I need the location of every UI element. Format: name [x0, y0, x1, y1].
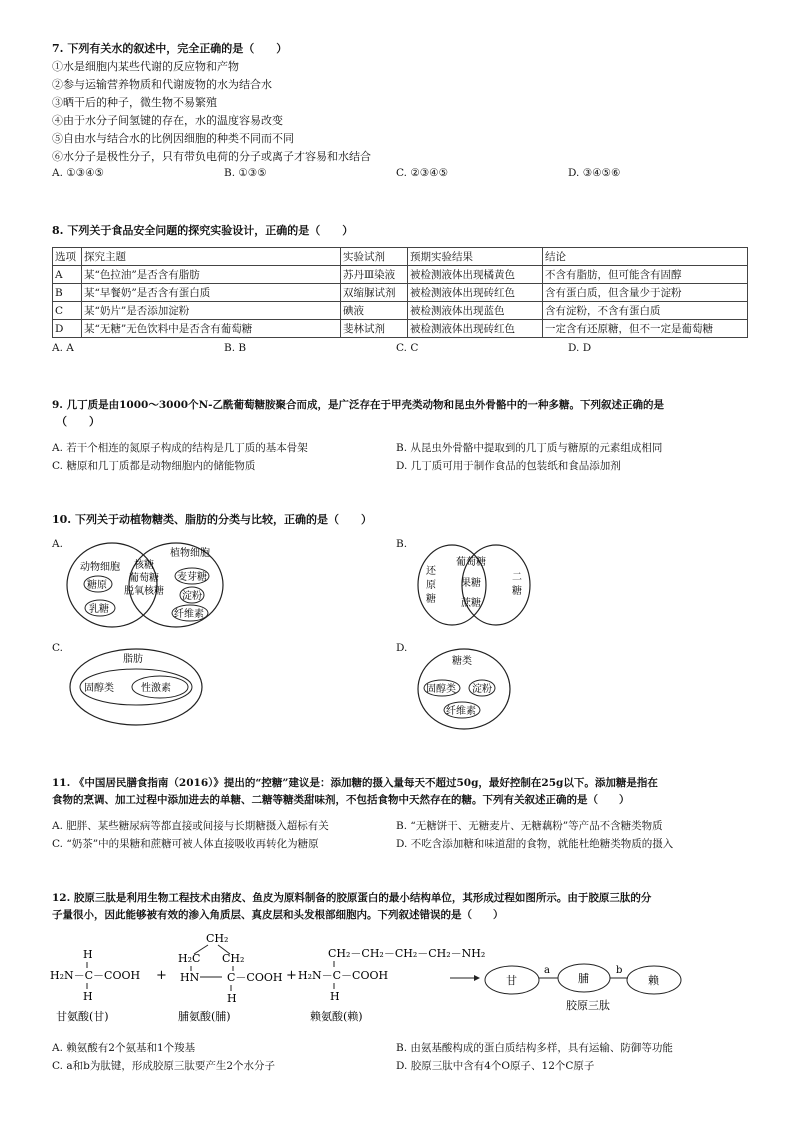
gly-atom: H [83, 948, 93, 961]
center-item: 脱氧核糖 [124, 586, 164, 597]
q7-item: ⑥水分子是极性分子，只有带负电荷的分子或离子才容易和水结合 [52, 150, 371, 163]
table-cell: 被检测液体出现砖红色 [408, 320, 543, 338]
bond-label: b [616, 965, 623, 976]
q11-option-a: A. 肥胖、某些糖尿病等都直接或间接与长期糖摄入超标有关 [52, 820, 329, 832]
left-label-char: 原 [426, 580, 436, 591]
q7-option-a: A. ①③④⑤ [52, 167, 104, 179]
inner-item: 固醇类 [426, 684, 456, 695]
table-cell: 不含有脂肪，但可能含有固醇 [543, 266, 748, 284]
table-row [53, 266, 748, 284]
table-cell: D [53, 320, 82, 338]
q7-item: ④由于水分子间氢键的存在，水的温度容易改变 [52, 114, 283, 127]
q8-option-c: C. C [396, 342, 419, 354]
table-row [53, 302, 748, 320]
nested-diagram-d [414, 646, 514, 732]
gly-formula: H₂N－C－COOH [50, 969, 141, 982]
q10-label-a: A. [52, 538, 63, 550]
q10-stem: 10. 下列关于动植物糖类、脂肪的分类与比较，正确的是（ ） [52, 513, 372, 526]
right-label-char: 糖 [512, 586, 522, 597]
pro-atom: H [227, 992, 237, 1005]
q12-stem: 12. 胶原三肽是利用生物工程技术由猪皮、鱼皮为原料制备的胶原蛋白的最小结构单位，其形成过程如图所示。由于胶原三肽的分 [52, 892, 652, 904]
q8-option-a: A. A [52, 342, 74, 354]
q7-option-d: D. ③④⑤⑥ [568, 167, 621, 179]
table-header: 结论 [543, 248, 748, 266]
q11-stem: 11. 《中国居民膳食指南（2016）》提出的“控糖”建议是：添加糖的摄入量每天不超过50g，最好控制在25g以下。添加糖是指在 [52, 777, 658, 789]
q7-item: ⑤自由水与结合水的比例因细胞的种类不同而不同 [52, 132, 294, 145]
q9-stem: 9. 几丁质是由1000～3000个N-乙酰葡萄糖胺聚合而成，是广泛存在于甲壳类动物和昆虫外骨骼中的一种多糖。下列叙述正确的是 [52, 399, 665, 411]
q8-stem: 8. 下列关于食品安全问题的探究实验设计，正确的是（ ） [52, 224, 354, 237]
table-row [53, 320, 748, 338]
table-cell: 被检测液体出现橘黄色 [408, 266, 543, 284]
right-label-char: 二 [512, 572, 522, 583]
q8-option-b: B. B [224, 342, 247, 354]
pro-atom: HN [180, 971, 200, 984]
table-cell: A [53, 266, 82, 284]
tripeptide-formation-diagram [50, 928, 710, 1028]
center-item: 葡萄糖 [129, 573, 159, 584]
table-cell: 被检测液体出现蓝色 [408, 302, 543, 320]
table-cell: 含有蛋白质，但含量少于淀粉 [543, 284, 748, 302]
q8-option-d: D. D [568, 342, 592, 354]
plant-item: 纤维素 [174, 609, 204, 620]
venn-diagram-b [412, 540, 542, 630]
animal-item: 糖原 [87, 580, 107, 591]
bond-label: a [544, 965, 550, 976]
table-cell: C [53, 302, 82, 320]
q12-option-b: B. 由氨基酸构成的蛋白质结构多样，具有运输、防御等功能 [396, 1042, 673, 1054]
gly-name: 甘氨酸(甘) [56, 1010, 109, 1023]
q12-option-a: A. 赖氨酸有2个氨基和1个羧基 [52, 1042, 196, 1054]
table-header: 选项 [53, 248, 82, 266]
q7-item: ③晒干后的种子，微生物不易繁殖 [52, 96, 217, 109]
pro-atom: H₂C [178, 952, 201, 965]
product-label: 胶原三肽 [566, 999, 610, 1012]
table-header: 探究主题 [82, 248, 341, 266]
q9-option-a: A. 若干个相连的氮原子构成的结构是几丁质的基本骨架 [52, 442, 308, 454]
table-header: 实验试剂 [341, 248, 408, 266]
q9-option-d: D. 几丁质可用于制作食品的包装纸和食品添加剂 [396, 460, 621, 472]
inner-item: 淀粉 [472, 684, 492, 695]
gly-atom: H [83, 990, 93, 1003]
q7-option-c: C. ②③④⑤ [396, 167, 448, 179]
table-cell: 某“色拉油”是否含有脂肪 [82, 266, 341, 284]
q9-option-b: B. 从昆虫外骨骼中提取到的几丁质与糖原的元素组成相同 [396, 442, 663, 454]
q11-option-d: D. 不吃含添加糖和味道甜的食物，就能杜绝糖类物质的摄入 [396, 838, 674, 850]
venn-diagram-a [62, 540, 232, 630]
q7-option-b: B. ①③⑤ [224, 167, 267, 179]
inner-label: 固醇类 [84, 683, 114, 694]
lys-sidechain: CH₂－CH₂－CH₂－CH₂－NH₂ [328, 947, 486, 960]
center-item: 葡萄糖 [456, 557, 486, 568]
table-cell: 斐林试剂 [341, 320, 408, 338]
nested-diagram-c [66, 646, 206, 728]
table-cell: 双缩脲试剂 [341, 284, 408, 302]
q7-stem: 7. 下列有关水的叙述中，完全正确的是（ ） [52, 42, 288, 55]
inner-item: 纤维素 [446, 706, 476, 717]
q7-item: ②参与运输营养物质和代谢废物的水为结合水 [52, 78, 272, 91]
lys-name: 赖氨酸(赖) [310, 1010, 363, 1023]
animal-cell-label: 动物细胞 [80, 562, 120, 573]
q9-stem-cont: （ ） [56, 415, 100, 428]
center-item: 果糖 [461, 578, 481, 589]
q11-option-b: B. “无糖饼干、无糖麦片、无糖藕粉”等产品不含糖类物质 [396, 820, 663, 832]
outer-label: 脂肪 [123, 654, 143, 665]
inner-label: 性激素 [141, 683, 171, 694]
pro-atom: CH₂ [206, 932, 229, 945]
q12-option-c: C. a和b为肽键，形成胶原三肽要产生2个水分子 [52, 1060, 275, 1072]
q10-label-b: B. [396, 538, 408, 550]
table-cell: 碘液 [341, 302, 408, 320]
center-item: 核糖 [134, 560, 154, 571]
q10-label-d: D. [396, 642, 408, 654]
q11-stem-cont: 食物的烹调、加工过程中添加进去的单糖、二糖等糖类甜味剂，不包括食物中天然存在的糖。下列有关叙述正确的是（ ） [52, 794, 630, 806]
pro-name: 脯氨酸(脯) [178, 1010, 231, 1023]
center-item: 蔗糖 [461, 598, 481, 609]
q12-option-d: D. 胶原三肽中含有4个O原子、12个C原子 [396, 1060, 595, 1072]
table-header-row [53, 248, 748, 266]
residue-label: 赖 [648, 974, 659, 987]
left-label-char: 还 [426, 566, 436, 577]
pro-atom: CH₂ [222, 952, 245, 965]
table-row [53, 284, 748, 302]
q9-option-c: C. 糖原和几丁质都是动物细胞内的储能物质 [52, 460, 256, 472]
q11-option-c: C. “奶茶”中的果糖和蔗糖可被人体直接吸收再转化为糖原 [52, 838, 319, 850]
lys-formula: H₂N－C－COOH [298, 969, 389, 982]
q7-item: ①水是细胞内某些代谢的反应物和产物 [52, 60, 239, 73]
left-label-char: 糖 [426, 594, 436, 605]
q8-table [52, 247, 748, 338]
q12-stem-cont: 子量很小，因此能够被有效的渗入角质层、真皮层和头发根部细胞内。下列叙述错误的是（ ） [52, 909, 504, 921]
table-cell: 含有淀粉，不含有蛋白质 [543, 302, 748, 320]
residue-label: 甘 [506, 974, 517, 987]
arrow-head-icon [474, 975, 480, 981]
outer-label: 糖类 [452, 656, 472, 667]
table-cell: 一定含有还原糖，但不一定是葡萄糖 [543, 320, 748, 338]
plus-sign: + [156, 968, 167, 983]
residue-label: 脯 [578, 972, 589, 985]
table-cell: B [53, 284, 82, 302]
table-cell: 某“奶片”是否添加淀粉 [82, 302, 341, 320]
animal-item: 乳糖 [89, 604, 109, 615]
lys-atom: H [330, 990, 340, 1003]
q10-label-c: C. [52, 642, 63, 654]
plant-cell-label: 植物细胞 [170, 548, 210, 559]
table-cell: 苏丹Ⅲ染液 [341, 266, 408, 284]
table-header: 预期实验结果 [408, 248, 543, 266]
plant-item: 淀粉 [182, 591, 202, 602]
plus-sign: + [286, 968, 297, 983]
table-cell: 某“早餐奶”是否含有蛋白质 [82, 284, 341, 302]
table-cell: 某“无糖”无色饮料中是否含有葡萄糖 [82, 320, 341, 338]
table-cell: 被检测液体出现砖红色 [408, 284, 543, 302]
pro-formula: C－COOH [227, 971, 283, 984]
plant-item: 麦芽糖 [177, 572, 207, 583]
